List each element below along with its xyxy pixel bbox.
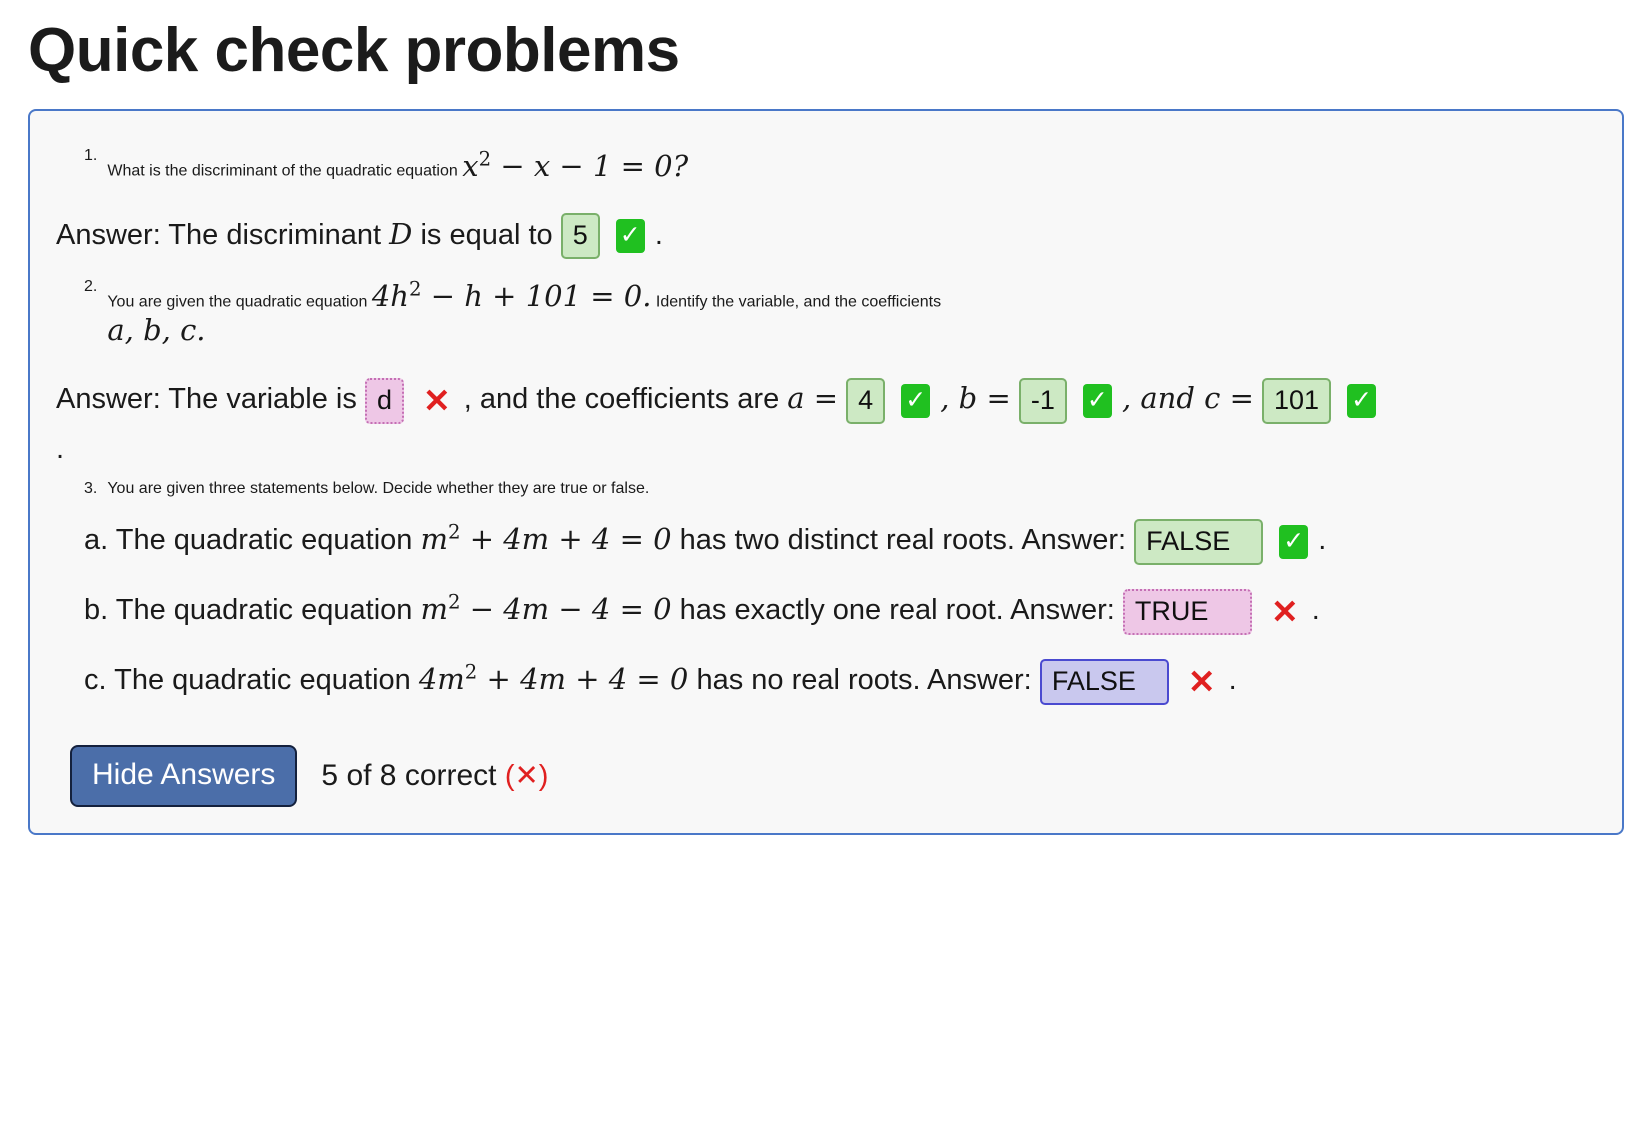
problem-2-text <box>107 278 1596 348</box>
statement-a-text-after: has two distinct real roots. Answer: <box>679 524 1127 557</box>
problem-2-answer-line <box>56 369 1596 428</box>
check-icon: ✓ <box>1083 384 1112 418</box>
problem-2-number: 2. <box>84 277 98 295</box>
page-title: Quick check problems <box>28 16 680 85</box>
problem-2-seg-c: , and c = <box>1121 381 1254 416</box>
problem-2-prompt-after: Identify the variable, and the coefficients <box>655 293 942 311</box>
panel-footer <box>56 745 1596 807</box>
statement-b-equation: $m^2 - 4m - 4 = 0$ <box>420 590 672 627</box>
problem-1-prompt: What is the discriminant of the quadratic equation <box>107 162 458 180</box>
discriminant-value-input[interactable]: 5 <box>561 213 600 259</box>
statement-b-text-before: The quadratic equation <box>115 594 413 627</box>
statement-a-text-before: The quadratic equation <box>115 524 413 557</box>
statement-b-label: b. <box>84 594 109 627</box>
statement-a <box>56 512 1596 568</box>
check-icon: ✓ <box>1279 525 1308 559</box>
statement-b-select[interactable] <box>1123 589 1252 635</box>
statement-b-suffix: . <box>1311 594 1320 627</box>
statement-c-label: c. <box>84 664 107 697</box>
problem-2-coefficients-label: a, b, c. <box>107 313 206 348</box>
problem-1-answer-mid: is equal to <box>420 218 553 251</box>
statement-a-equation: $m^2 + 4m + 4 = 0$ <box>420 520 672 557</box>
problem-1 <box>56 147 1596 183</box>
hide-answers-button[interactable]: Hide Answers <box>70 745 297 807</box>
problem-2-seg-a: a = <box>787 381 839 416</box>
problem-2-seg-coeffs: , and the coefficients are <box>463 383 780 416</box>
statement-b <box>56 582 1596 638</box>
statement-a-label: a. <box>84 524 109 557</box>
problem-1-answer-suffix: . <box>654 218 663 251</box>
problem-3 <box>56 480 1596 498</box>
score-status <box>321 758 548 793</box>
score-cross-icon: (✕) <box>504 760 549 793</box>
statement-c <box>56 652 1596 708</box>
problem-1-answer-line <box>56 205 1596 264</box>
problem-3-text: You are given three statements below. Decide whether they are true or false. <box>107 480 650 498</box>
cross-icon: ✕ <box>1187 663 1216 701</box>
quick-check-panel <box>28 109 1624 834</box>
coefficient-c-input[interactable]: 101 <box>1262 378 1331 424</box>
score-text: 5 of 8 correct <box>321 759 497 793</box>
statement-a-select[interactable] <box>1134 519 1263 565</box>
problem-3-number: 3. <box>84 480 98 498</box>
check-icon: ✓ <box>1347 384 1376 418</box>
statement-c-text-after: has no real roots. Answer: <box>696 664 1032 697</box>
statement-c-select[interactable] <box>1040 659 1169 705</box>
problem-1-number: 1. <box>84 147 98 165</box>
problem-2-seg-b: , b = <box>940 381 1011 416</box>
statement-c-equation: $4m^2 + 4m + 4 = 0$ <box>418 660 689 697</box>
cross-icon: ✕ <box>1270 593 1299 631</box>
statement-c-suffix: . <box>1228 664 1237 697</box>
problem-1-answer-symbol: D <box>389 216 413 251</box>
problem-2-answer-suffix: . <box>56 433 65 466</box>
problem-2-prompt: You are given the quadratic equation <box>107 293 368 311</box>
statement-c-text-before: The quadratic equation <box>114 664 411 697</box>
variable-input[interactable]: d <box>365 378 404 424</box>
coefficient-a-input[interactable]: 4 <box>846 378 885 424</box>
check-icon: ✓ <box>901 384 930 418</box>
statement-a-suffix: . <box>1318 524 1327 557</box>
problem-2-equation: $4h^2 - h + 101 = 0$. <box>371 277 652 314</box>
problem-1-equation: $x^2 - x - 1 = 0$? <box>462 147 689 183</box>
problem-2-answer-prefix: Answer: The variable is <box>56 383 357 416</box>
check-icon: ✓ <box>616 219 645 253</box>
cross-icon: ✕ <box>423 382 451 420</box>
coefficient-b-input[interactable]: -1 <box>1019 378 1067 424</box>
problem-1-answer-prefix: Answer: The discriminant <box>56 218 382 251</box>
problem-1-text <box>107 147 1596 183</box>
problem-2 <box>56 278 1596 348</box>
statement-b-text-after: has exactly one real root. Answer: <box>679 594 1115 627</box>
